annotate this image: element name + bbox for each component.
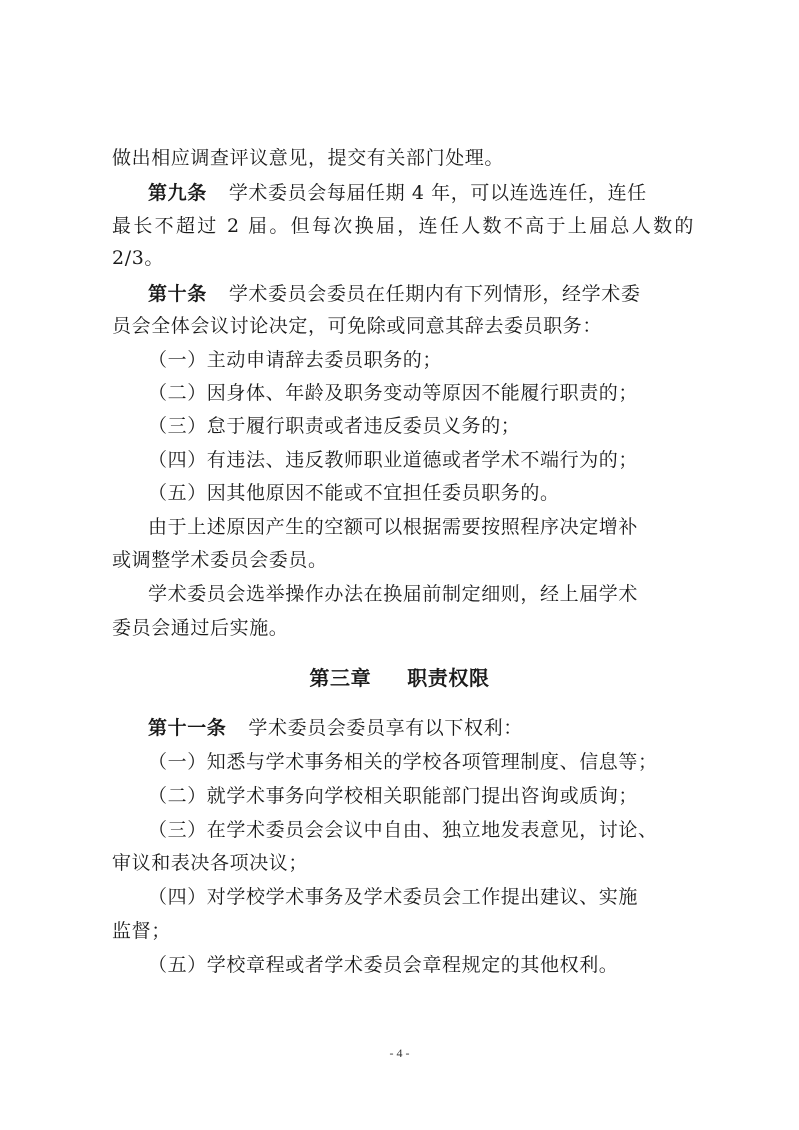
article-10-paragraph-1-line-2: 或调整学术委员会委员。 (112, 549, 328, 571)
article-11-item-4-line-1: （四）对学校学术事务及学术委员会工作提出建议、实施 (148, 886, 639, 908)
article-10-item-3: （三）怠于履行职责或者违反委员义务的； (148, 415, 521, 437)
article-11-line-1 (148, 716, 523, 740)
article-9-title: 第九条 (148, 182, 207, 204)
article-11-item-4-line-2: 监督； (112, 920, 171, 942)
page-number: - 4 - (389, 1046, 410, 1060)
article-9-line-2: 最长不超过 2 届。但每次换届，连任人数不高于上届总人数的 (112, 215, 694, 237)
chapter-number: 第三章 (309, 666, 372, 690)
article-10-item-5: （五）因其他原因不能或不宜担任委员职务的。 (148, 482, 560, 504)
article-10-line-1 (148, 282, 640, 306)
article-10-paragraph-2-line-2: 委员会通过后实施。 (112, 617, 289, 639)
paragraph-continuation: 做出相应调查评议意见，提交有关部门处理。 (112, 147, 505, 169)
chapter-heading (0, 665, 799, 691)
article-11-item-1: （一）知悉与学术事务相关的学校各项管理制度、信息等； (148, 751, 658, 773)
article-11-item-5: （五）学校章程或者学术委员会章程规定的其他权利。 (148, 954, 619, 976)
article-11-item-3-line-2: 审议和表决各项决议； (112, 852, 309, 874)
article-11-item-3-line-1: （三）在学术委员会会议中自由、独立地发表意见，讨论、 (148, 819, 658, 841)
article-10-line-2: 员会全体会议讨论决定，可免除或同意其辞去委员职务： (112, 315, 603, 337)
article-11-item-2: （二）就学术事务向学校相关职能部门提出咨询或质询； (148, 785, 639, 807)
article-11-title: 第十一条 (148, 717, 227, 739)
article-10-paragraph-1-line-1: 由于上述原因产生的空额可以根据需要按照程序决定增补 (148, 516, 639, 538)
article-10-item-4: （四）有违法、违反教师职业道德或者学术不端行为的； (148, 449, 639, 471)
article-10-text-1: 学术委员会委员在任期内有下列情形，经学术委 (228, 283, 641, 305)
article-10-paragraph-2-line-1: 学术委员会选举操作办法在换届前制定细则，经上届学术 (148, 583, 639, 605)
article-11-text-1: 学术委员会委员享有以下权利： (248, 717, 523, 739)
article-9-line-3: 2/3。 (112, 247, 164, 269)
chapter-title: 职责权限 (407, 666, 490, 690)
article-10-item-1: （一）主动申请辞去委员职务的； (148, 349, 443, 371)
article-9-line-1 (148, 181, 647, 205)
article-10-title: 第十条 (148, 283, 207, 305)
article-10-item-2: （二）因身体、年龄及职务变动等原因不能履行职责的； (148, 382, 639, 404)
article-9-text-1: 学术委员会每届任期 4 年，可以连选连任，连任 (228, 182, 647, 204)
